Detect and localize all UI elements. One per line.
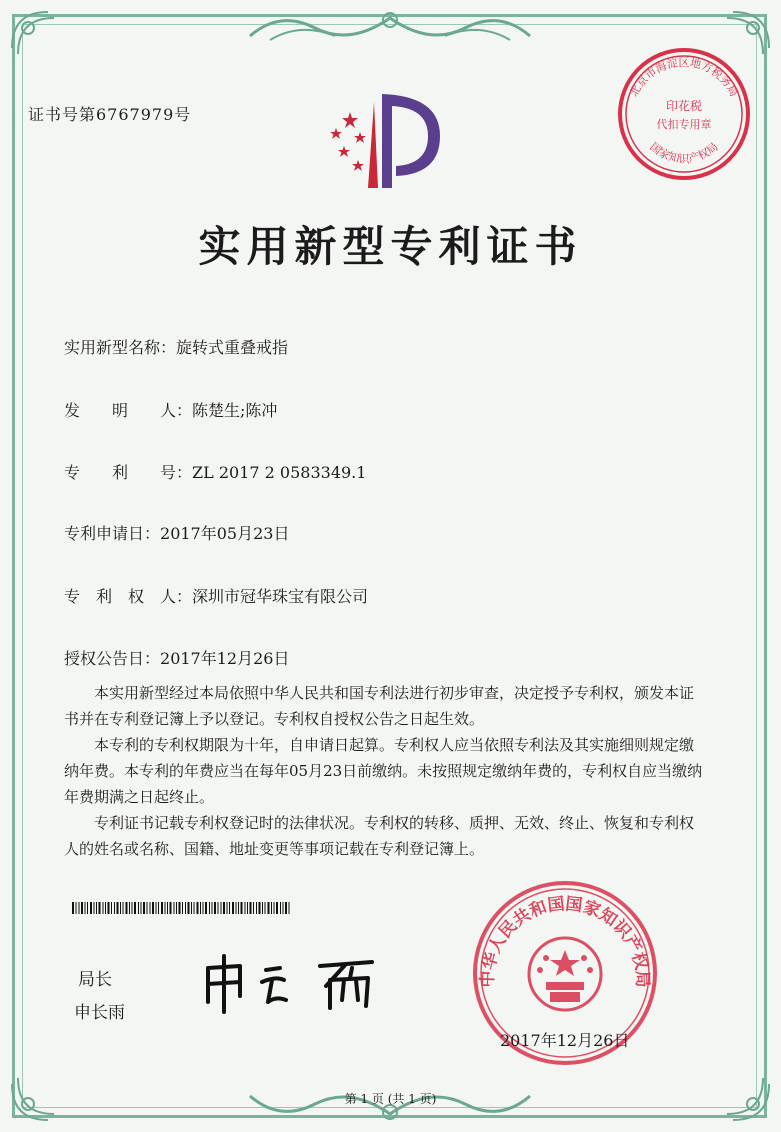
field-value: 2017年05月23日 [160,524,290,543]
svg-text:代扣专用章: 代扣专用章 [656,118,712,131]
certificate-number: 证书号第6767979号 [28,105,192,124]
director-signature [196,950,396,1014]
svg-text:印花税: 印花税 [665,99,703,113]
body-paragraph: 本专利的专利权期限为十年，自申请日起算。专利权人应当依照专利法及其实施细则规定缴纳年费。本专利的年费应当在每年05月23日前缴纳。未按照规定缴纳年费的，专利权自应当缴纳年费期满之日起终止。 [64,736,703,806]
tax-seal-stamp [614,44,754,184]
svg-text:中华人民共和国国家知识产权局: 中华人民共和国国家知识产权局 [477,894,653,988]
svg-text:北京市海淀区地方税务局: 北京市海淀区地方税务局 [627,56,741,99]
field-utility-model-name: 实用新型名称：旋转式重叠戒指 [64,338,289,357]
field-patentee: 专 利 权 人：深圳市冠华珠宝有限公司 [64,587,369,606]
top-ornament [240,6,540,50]
field-patent-number: 专 利 号：ZL 2017 2 0583349.1 [64,463,367,482]
body-paragraph: 专利证书记载专利权登记时的法律状况。专利权的转移、质押、无效、终止、恢复和专利权人的姓名或名称、国籍、地址变更等事项记载在专利登记簿上。 [64,814,695,858]
barcode [72,902,292,914]
field-value: 陈楚生;陈冲 [192,401,278,420]
field-value: 旋转式重叠戒指 [176,338,289,357]
field-value: 2017年12月26日 [160,649,290,668]
issue-date: 2017年12月26日 [500,1031,630,1050]
director-title: 局长 [78,970,112,990]
field-value: ZL 2017 2 0583349.1 [192,463,367,482]
svg-text:国家知识产权局: 国家知识产权局 [647,140,721,166]
field-inventors: 发 明 人：陈楚生;陈冲 [64,401,278,420]
patent-office-logo [320,84,450,194]
field-grant-date: 授权公告日：2017年12月26日 [64,649,290,668]
field-application-date: 专利申请日：2017年05月23日 [64,524,290,543]
certificate-title: 实用新型专利证书 [198,222,583,271]
director-name: 申长雨 [74,1003,125,1023]
national-emblem-icon [529,938,601,1010]
corner-ornament [8,8,68,68]
field-value: 深圳市冠华珠宝有限公司 [192,587,369,606]
body-paragraph: 本实用新型经过本局依照中华人民共和国专利法进行初步审查，决定授予专利权，颁发本证书并在专利登记簿上予以登记。专利权自授权公告之日起生效。 [64,684,695,728]
page-number: 第 1 页 (共 1 页) [344,1092,437,1106]
certificate-body [64,680,704,862]
